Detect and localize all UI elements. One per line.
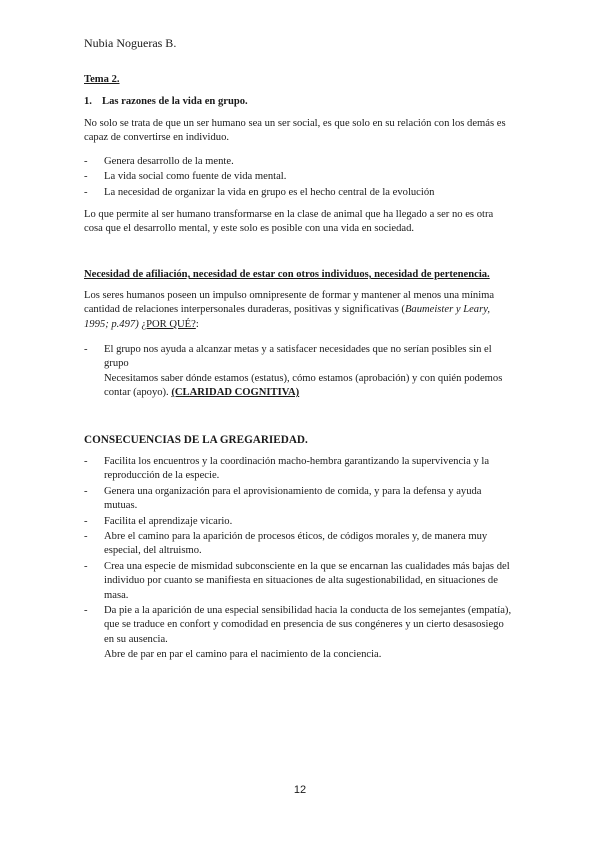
section2-bullet-line2 [104, 372, 514, 401]
section2-question: ¿POR QUÉ? [141, 318, 196, 330]
list-item: - Genera una organización para el aprovisionamiento de comida, y para la defensa y ayuda mutuas. [84, 485, 514, 514]
section2-emphasis: (CLARIDAD COGNITIVA) [171, 387, 300, 399]
topic-title: Tema 2. [84, 74, 120, 85]
page-number: 12 [293, 784, 307, 796]
section2-paragraph-text: Los seres humanos poseen un impulso omnipresente de formar y mantener al menos una mínima cantidad de relaciones interpersonales duraderas, positivas y significativas ( [84, 290, 495, 316]
list-item: - Da pie a la aparición de una especial sensibilidad hacia la conducta de los semejantes (empatía), que se traduce en confort y comodidad en presencia de sus congéneres y un cierto desasosiego en su ausencia. [84, 604, 514, 647]
section1-number: 1. [84, 96, 92, 107]
list-item: - Genera desarrollo de la mente. [84, 155, 514, 169]
section2-bullet-line1: - El grupo nos ayuda a alcanzar metas y a satisfacer necesidades que no serían posibles sin el grupo [104, 344, 492, 370]
section2-citation: Baumeister y Leary, 1995; p.497) [84, 304, 490, 330]
section2-question-suffix: : [195, 318, 199, 330]
section1-list [84, 155, 514, 201]
section2-list [84, 343, 514, 402]
list-item [84, 343, 514, 401]
section2-paragraph [84, 289, 514, 332]
list-item: - Facilita los encuentros y la coordinación macho-hembra garantizando la supervivencia y la reproducción de la especie. [84, 455, 514, 484]
section3-closing: Abre de par en par el camino para el nacimiento de la conciencia. [104, 649, 382, 661]
list-item: - Abre el camino para la aparición de procesos éticos, de códigos morales y, de manera muy especial, del altruismo. [84, 530, 514, 559]
section3-title: CONSECUENCIAS DE LA GREGARIEDAD. [84, 434, 308, 446]
list-item: - La vida social como fuente de vida mental. [84, 170, 514, 184]
list-item: - Facilita el aprendizaje vicario. [84, 515, 514, 529]
section1-heading [84, 95, 514, 109]
author-header: Nubia Nogueras B. [84, 36, 177, 50]
section1-intro: No solo se trata de que un ser humano sea un ser social, es que solo en su relación con los demás es capaz de convertirse en individuo. [84, 118, 506, 144]
section2-bullet-line2-text: Necesitamos saber dónde estamos (estatus), cómo estamos (aprobación) y con quién podemos contar (apoyo). [104, 372, 503, 399]
section1-title: Las razones de la vida en grupo. [102, 96, 248, 107]
section2-title: Necesidad de afiliación, necesidad de estar con otros individuos, necesidad de pertenencia. [84, 269, 490, 280]
section1-conclusion: Lo que permite al ser humano transformarse en la clase de animal que ha llegado a ser no es otra cosa que el desarrollo mental, y este solo es posible con una vida en sociedad. [84, 209, 494, 235]
list-item: - La necesidad de organizar la vida en grupo es el hecho central de la evolución [84, 186, 514, 200]
list-item: - Crea una especie de mismidad subconsciente en la que se encarnan las cualidades más bajas del individuo por cuanto se manifiesta en situaciones de alta sugestionabilidad, en situaciones de masa. [84, 560, 514, 603]
section3-list [84, 455, 514, 663]
